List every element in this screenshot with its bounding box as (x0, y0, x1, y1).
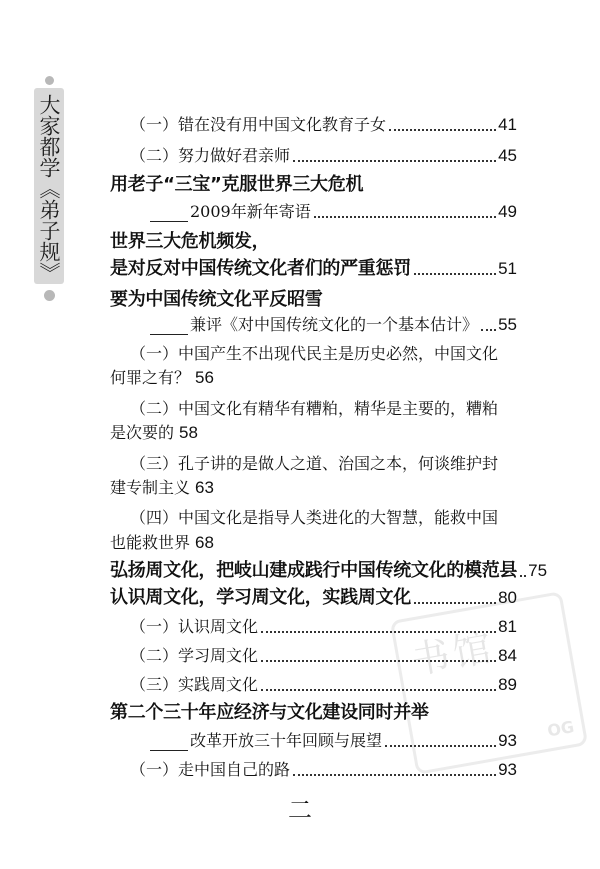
dot-leader (389, 129, 496, 131)
toc-entry[interactable] (110, 558, 548, 582)
dot-leader (261, 631, 496, 633)
toc-entry-title: 第二个三十年应经济与文化建设同时并举 (110, 702, 429, 723)
dot-leader (481, 329, 496, 331)
dot-leader (293, 774, 496, 776)
dot-leader (261, 660, 496, 662)
toc-entry[interactable] (110, 700, 517, 724)
toc-entry[interactable] (110, 229, 517, 253)
dot-leader (314, 216, 496, 218)
toc-entry[interactable] (130, 643, 517, 667)
toc-entry[interactable] (110, 256, 517, 280)
toc-entry-title: 认识周文化，学习周文化，实践周文化 (110, 587, 411, 608)
toc-entry-page: 41 (498, 115, 517, 134)
toc-entry[interactable] (130, 341, 517, 365)
toc-entry[interactable] (130, 614, 517, 638)
toc-entry-title: 2009年新年寄语 (190, 202, 311, 221)
toc-entry-page: 63 (195, 478, 214, 497)
dot-leader (385, 745, 496, 747)
toc-entry-page: 51 (498, 259, 517, 278)
toc-entry-title: （一）走中国自己的路 (130, 760, 291, 779)
toc-entry[interactable] (130, 672, 517, 696)
toc-entry-title: （一）错在没有用中国文化教育子女 (130, 115, 387, 134)
toc-entry[interactable] (130, 112, 517, 136)
watermark-text: 书馆 (408, 624, 499, 683)
em-dash (150, 221, 188, 222)
toc-entry-title: 用老子“三宝”克服世界三大危机 (110, 174, 364, 195)
dot-leader (414, 273, 496, 275)
toc-entry[interactable] (130, 505, 517, 529)
toc-entry-page: 93 (498, 760, 517, 779)
toc-entry[interactable] (110, 422, 517, 446)
toc-entry[interactable] (130, 396, 517, 420)
toc-entry-title: 是对反对中国传统文化者们的严重惩罚 (110, 258, 411, 279)
toc-entry-page: 56 (195, 368, 214, 387)
toc-entry[interactable] (110, 367, 517, 391)
watermark-latin: OG (545, 717, 576, 741)
toc-entry-page: 49 (498, 202, 517, 221)
dot-leader (293, 160, 496, 162)
toc-entry-title: （一）认识周文化 (130, 617, 259, 636)
toc-entry-page: 84 (498, 646, 517, 665)
toc-entry-title: （二）中国文化有精华有糟粕，精华是主要的，糟粕 (130, 399, 499, 418)
dot-leader (261, 689, 496, 691)
toc-entry-page: 93 (498, 731, 517, 750)
toc-entry[interactable] (130, 757, 517, 781)
toc-entry-page: 75 (528, 561, 548, 580)
toc-entry-page: 81 (498, 617, 517, 636)
toc-entry-title: 建专制主义 (110, 478, 191, 497)
toc-entry[interactable] (150, 199, 517, 223)
toc-entry-title: 何罪之有？ (110, 368, 191, 387)
toc-entry[interactable] (150, 728, 517, 752)
toc-entry-title: （二）学习周文化 (130, 646, 259, 665)
toc-entry-page: 68 (195, 533, 214, 552)
toc-entry[interactable] (110, 477, 517, 501)
toc-entry-title: （四）中国文化是指导人类进化的大智慧，能救中国 (130, 508, 499, 527)
toc-entry-title: 弘扬周文化，把岐山建成践行中国传统文化的模范县 (110, 560, 518, 581)
toc-entry[interactable] (110, 172, 517, 196)
toc-entry-page: 58 (179, 423, 198, 442)
toc-entry[interactable] (130, 451, 517, 475)
dot-leader (414, 602, 496, 604)
toc-entry[interactable] (110, 532, 517, 556)
em-dash (150, 750, 188, 751)
toc-entry[interactable] (150, 312, 517, 336)
toc-entry-title: （三）孔子讲的是做人之道、治国之本，何谈维护封 (130, 454, 499, 473)
toc-entry-title: （三）实践周文化 (130, 675, 259, 694)
em-dash (150, 334, 188, 335)
toc-entry-title: （二）努力做好君亲师 (130, 146, 291, 165)
toc-entry-title: （一）中国产生不出现代民主是历史必然，中国文化 (130, 344, 499, 363)
toc-entry[interactable] (110, 287, 517, 311)
page-number: 二 (288, 796, 312, 824)
toc-entry[interactable] (130, 143, 517, 167)
toc-entry-page: 45 (498, 146, 517, 165)
toc-entry-title: 是次要的 (110, 423, 175, 442)
dot-leader (520, 575, 526, 577)
side-title: 大家都学《弟子规》 (37, 94, 61, 283)
toc-entry[interactable] (110, 585, 517, 609)
toc-entry-title: 也能救世界 (110, 533, 191, 552)
toc-entry-page: 55 (498, 315, 517, 334)
toc-entry-page: 89 (498, 675, 517, 694)
toc-entry-title: 世界三大危机频发， (110, 231, 270, 252)
toc-entry-page: 80 (498, 588, 517, 607)
toc-entry-title: 兼评《对中国传统文化的一个基本估计》 (190, 315, 479, 334)
toc-entry-title: 改革开放三十年回顾与展望 (190, 731, 383, 750)
toc-entry-title: 要为中国传统文化平反昭雪 (110, 289, 323, 310)
